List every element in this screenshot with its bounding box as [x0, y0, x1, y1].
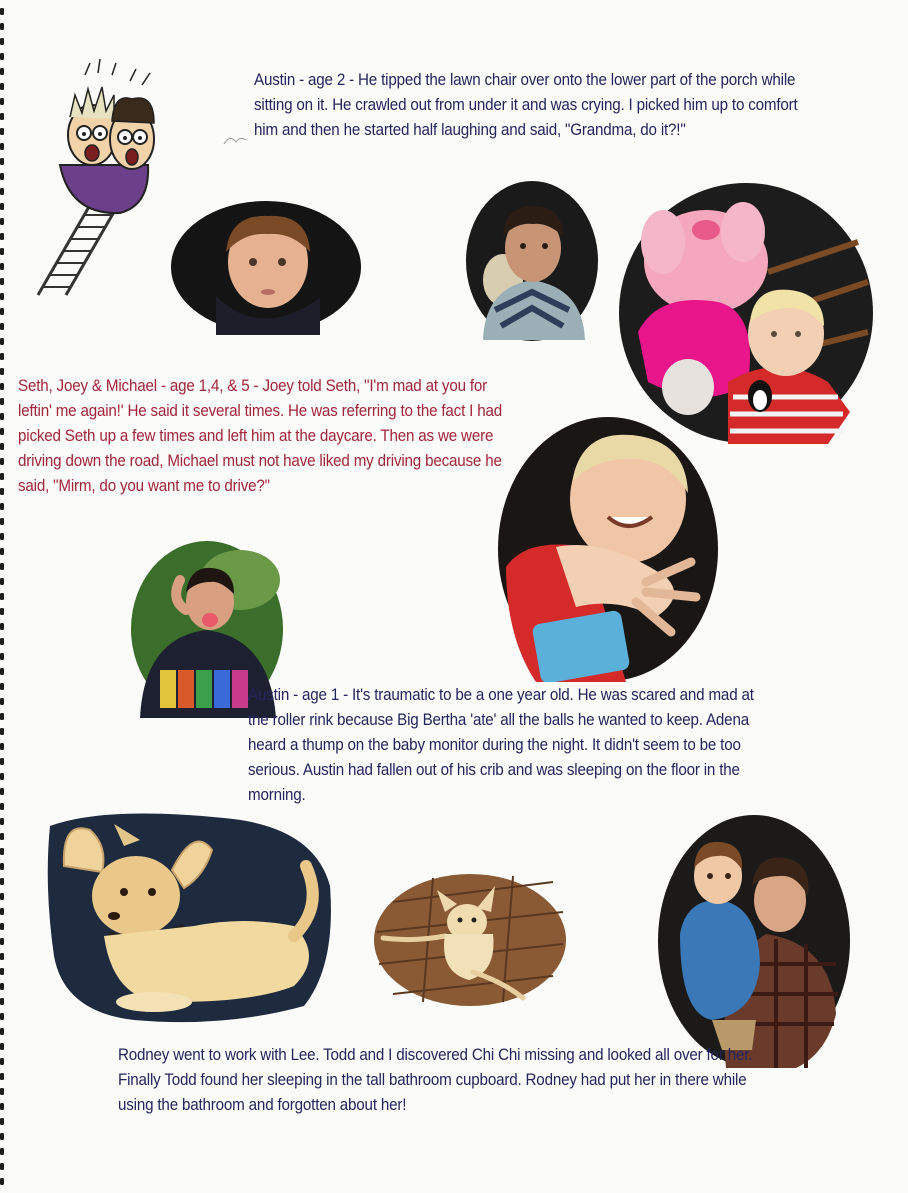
- photo-chihuahua-wood-floor: [373, 872, 567, 1008]
- paper-speck-marks: [220, 130, 250, 150]
- roller-coaster-clipart-icon: [30, 55, 180, 300]
- story-austin-age-1: Austin - age 1 - It's traumatic to be a one year old. He was scared and mad at the roller rink because Big Bertha 'ate' all the balls he wanted to keep. Adena heard a thump on the baby monitor during the night. It didn't seem to be too serious. Austin had fallen out of his crib and was sleeping on the floor in the morning.: [248, 686, 754, 804]
- spiral-binding-icon: [0, 0, 10, 1193]
- photo-boy-sweater: [465, 180, 600, 342]
- photo-chihuahua-dark-fabric: [44, 806, 336, 1028]
- photo-man-holding-child: [656, 814, 852, 1068]
- story-seth-joey-michael: Seth, Joey & Michael - age 1,4, & 5 - Joey told Seth, "I'm mad at you for leftin' me again!' He said it several times. He was referring to the fact I had picked Seth up a few times and left him at the daycare. Then as we were driving down the road, Michael must not have liked my driving because he said, "Mirm, do you want me to drive?": [18, 377, 503, 495]
- photo-toddler-dark-oval: [170, 200, 362, 335]
- story-rodney-chi-chi: Rodney went to work with Lee. Todd and I discovered Chi Chi missing and looked all over for her. Finally Todd found her sleeping in the tall bathroom cupboard. Rodney had put her in there while using the bathroom and forgotten about her!: [118, 1046, 753, 1114]
- photo-baby-pink-plush: [618, 182, 874, 444]
- photo-toddler-reaching: [496, 417, 721, 682]
- story-austin-age-2: Austin - age 2 - He tipped the lawn chair over onto the lower part of the porch while sitting on it. He crawled out from under it and was crying. I picked him up to comfort him and then he started half laughing and said, "Grandma, do it?!": [254, 71, 798, 139]
